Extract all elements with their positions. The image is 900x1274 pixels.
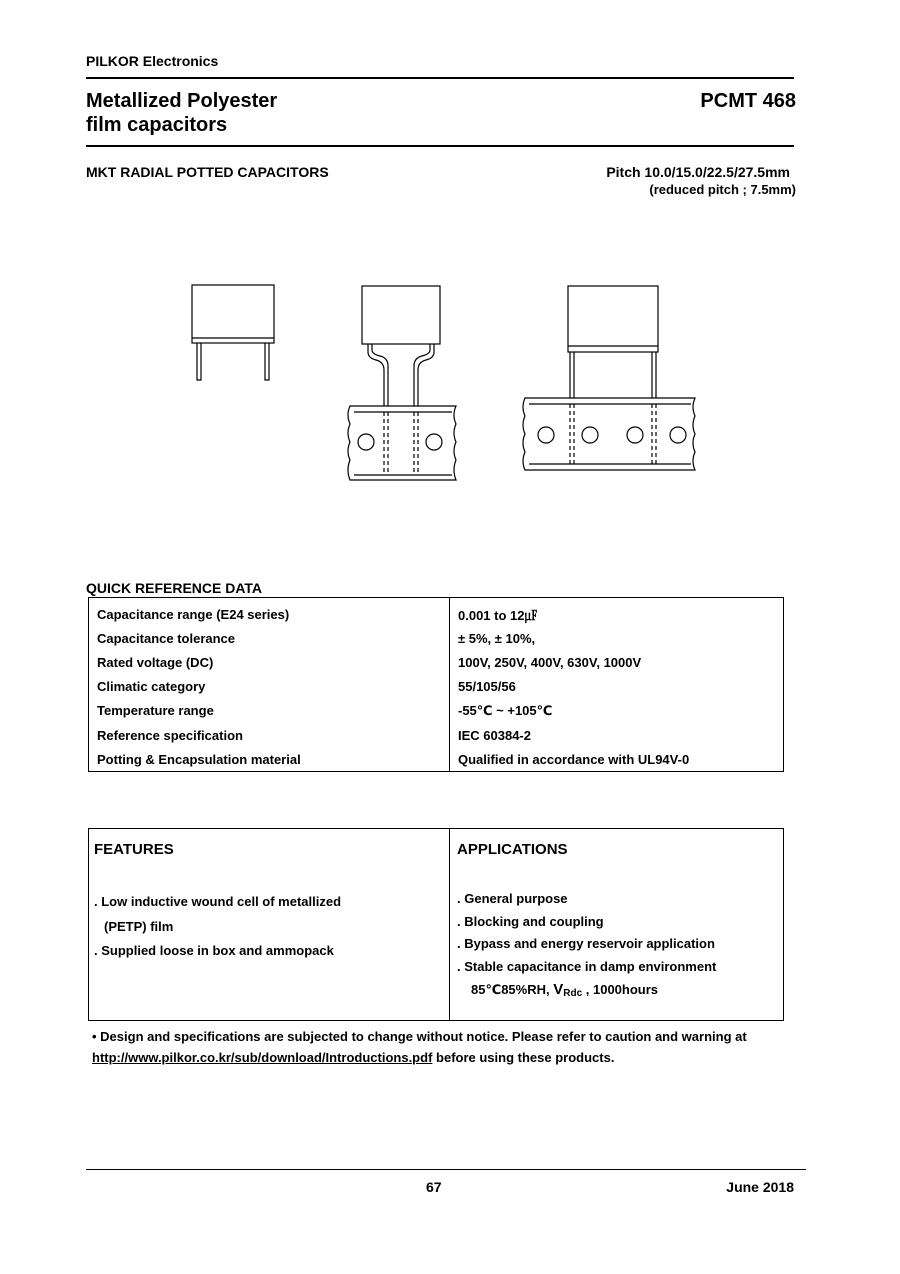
- model-number: PCMT 468: [700, 90, 796, 112]
- quick-reference-table: [88, 597, 784, 772]
- title-line-1: Metallized Polyester: [86, 90, 278, 112]
- quick-reference-row: [89, 598, 784, 627]
- features-column: [94, 829, 444, 964]
- disclaimer-line-2: [92, 1047, 747, 1068]
- applications-column: [457, 829, 777, 1006]
- disclaimer-note: [92, 1026, 747, 1068]
- reduced-pitch-note: (reduced pitch ; 7.5mm): [649, 182, 796, 197]
- quick-reference-row: [89, 747, 784, 772]
- spec-label: Capacitance range (E24 series): [89, 598, 450, 627]
- spec-value: Qualified in accordance with UL94V-0: [458, 751, 690, 767]
- application-item: . Stable capacitance in damp environment: [457, 959, 717, 975]
- quick-reference-row: [89, 723, 784, 747]
- company-name: PILKOR Electronics: [86, 53, 219, 69]
- voltage-subscript: Rdc: [563, 987, 583, 999]
- feature-item: . Supplied loose in box and ammopack: [94, 943, 334, 958]
- voltage-symbol: V: [553, 980, 564, 998]
- features-applications-box: [88, 828, 784, 1021]
- spec-value: 55/105/56: [458, 679, 516, 695]
- document-title: [86, 89, 277, 137]
- capacitor-ammopack-wide-drawing: [523, 286, 695, 470]
- pitch-spec: Pitch 10.0/15.0/22.5/27.5mm: [606, 164, 790, 180]
- spec-label: Temperature range: [89, 699, 450, 723]
- header-rule-top: [86, 77, 794, 79]
- spec-label: Capacitance tolerance: [89, 626, 450, 650]
- humidity-condition: 85℃85%RH,: [471, 981, 554, 997]
- spec-label: Potting & Encapsulation material: [89, 747, 450, 772]
- application-item-continued: [457, 979, 777, 1006]
- capacitor-drawings: [180, 280, 720, 490]
- applications-title: APPLICATIONS: [457, 841, 568, 858]
- publication-date: June 2018: [726, 1179, 794, 1195]
- application-item: . General purpose: [457, 891, 568, 906]
- product-subtitle: MKT RADIAL POTTED CAPACITORS: [86, 164, 329, 180]
- disclaimer-line-1: • Design and specifications are subjected to change without notice. Please refer to caution and warning at: [92, 1029, 747, 1044]
- footer-rule: [86, 1169, 806, 1170]
- page-number: 67: [426, 1179, 442, 1195]
- header-rule-bottom: [86, 145, 794, 147]
- spec-value: IEC 60384-2: [458, 727, 531, 743]
- application-item: . Bypass and energy reservoir application: [457, 936, 715, 952]
- quick-reference-title: QUICK REFERENCE DATA: [86, 580, 263, 596]
- quick-reference-row: [89, 675, 784, 699]
- disclaimer-suffix: before using these products.: [432, 1050, 615, 1065]
- feature-item-continued: (PETP) film: [104, 918, 174, 934]
- features-title: FEATURES: [94, 841, 174, 858]
- title-line-2: film capacitors: [86, 114, 228, 136]
- quick-reference-row: [89, 699, 784, 723]
- capacitor-loose-drawing: [192, 285, 274, 380]
- applications-list: [457, 888, 777, 1006]
- features-list: [94, 890, 444, 964]
- spec-label: Reference specification: [89, 723, 450, 747]
- spec-label: Climatic category: [89, 675, 450, 699]
- capacitor-ammopack-narrow-drawing: [348, 286, 456, 480]
- spec-value: -55℃ ~ +105℃: [458, 702, 553, 718]
- spec-value: 0.001 to 12㎌: [458, 607, 538, 623]
- column-divider: [449, 829, 450, 1020]
- duration-condition: , 1000hours: [582, 981, 659, 997]
- spec-value: 100V, 250V, 400V, 630V, 1000V: [458, 654, 642, 670]
- application-item: . Blocking and coupling: [457, 913, 604, 929]
- quick-reference-row: [89, 626, 784, 650]
- caution-warning-link[interactable]: http://www.pilkor.co.kr/sub/download/Introductions.pdf: [92, 1050, 433, 1065]
- spec-value: ± 5%, ± 10%,: [458, 630, 536, 646]
- feature-item: . Low inductive wound cell of metallized: [94, 894, 342, 909]
- quick-reference-row: [89, 650, 784, 674]
- spec-label: Rated voltage (DC): [89, 650, 450, 674]
